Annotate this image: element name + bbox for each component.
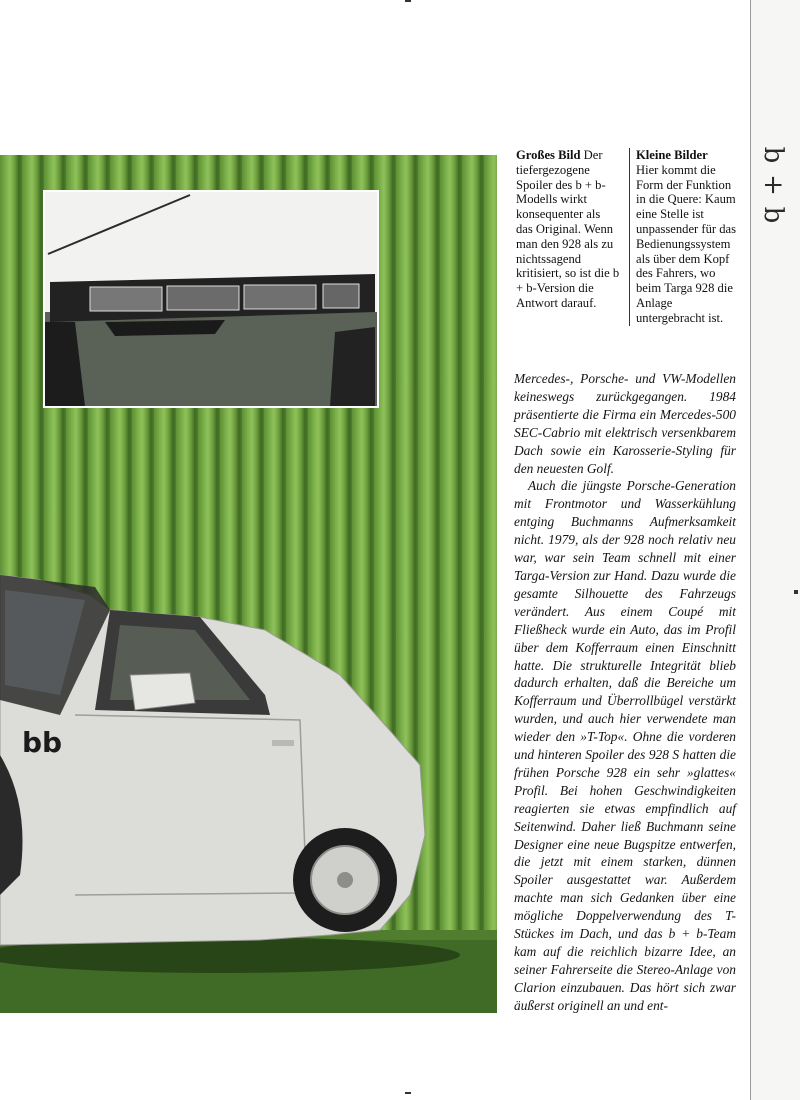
crop-mark <box>405 0 411 2</box>
side-logo-plus: + <box>758 174 788 196</box>
article-body <box>514 370 736 1015</box>
stereo-unit-4 <box>323 284 359 308</box>
stereo-unit-3 <box>244 285 316 309</box>
crop-mark <box>794 590 798 594</box>
door-handle <box>272 740 294 746</box>
caption-large-image <box>516 148 620 311</box>
side-logo-b2: b <box>758 206 788 224</box>
article-paragraph-1: Mercedes-, Porsche- und VW-Modellen keineswegs zurückgegangen. 1984 präsentierte die Firma ein Mercedes-500 SEC-Cabrio mit elektrisch versenkbarem Dach sowie ein Karosserie-Styling für den neuesten Golf. <box>514 371 736 476</box>
car-badge: bb <box>22 726 63 759</box>
crop-mark <box>405 1092 411 1094</box>
caption-text: Der tiefergezogene Spoiler des b + b-Modells wirkt konsequenter als das Original. Wenn man den 928 als zu nichtssagend kritisiert, so ist die b + b-Version die Antwort darauf. <box>516 148 620 310</box>
side-mirror <box>130 673 195 710</box>
inset-photo <box>43 190 379 408</box>
caption-text: Hier kommt die Form der Funktion in die Quere: Kaum eine Stelle ist unpassender für das Bedienungssystem als über dem Kopf des Fahrers, wo beim Targa 928 die Anlage untergebracht ist. <box>636 162 737 325</box>
caption-small-images <box>629 148 742 326</box>
caption-heading: Großes Bild <box>516 148 581 162</box>
stereo-unit-1 <box>90 287 162 311</box>
side-logo-b1: b <box>758 146 788 164</box>
caption-heading: Kleine Bilder <box>636 148 708 162</box>
side-logo <box>748 140 798 230</box>
article-paragraph-2: Auch die jüngste Porsche-Generation mit Frontmotor und Wasserkühlung entging Buchmanns Aufmerksamkeit nicht. 1979, als der 928 noch relativ neu war, war sein Team schnell mit einer Targa-Version zur Hand. Dazu wurde die gesamte Silhouette des Fahrzeugs verändert. Aus einem Coupé mit Fließheck wurde ein Auto, das im Profil über dem Kofferraum einen Einschnitt hatte. Die strukturelle Integrität blieb dadurch erhalten, daß die Bereiche um Kofferraum und Überrollbügel verstärkt wurden, und auch hier verwendete man wieder den »T-Top«. Ohne die vorderen und hinteren Spoiler des 928 S hatten die frühen Porsche 928 ein sehr »glattes« Profil. Bei hohen Geschwindigkeiten reagierten sie etwas empfindlich auf Seitenwind. Daher ließ Buchmann seine Designer eine neue Bugspitze entwerfen, die jetzt mit einem starken, dünnen Spoiler ausgestattet war. Außerdem machte man sich Gedanken über eine mögliche Doppelverwendung des T-Stückes im Dach, und das b + b-Team kam auf die reichlich bizarre Idee, an seiner Fahrerseite die Stereo-Anlage von Clarion einzubauen. Das hört sich zwar äußerst originell an und ent- <box>514 478 736 1013</box>
stereo-unit-2 <box>167 286 239 310</box>
